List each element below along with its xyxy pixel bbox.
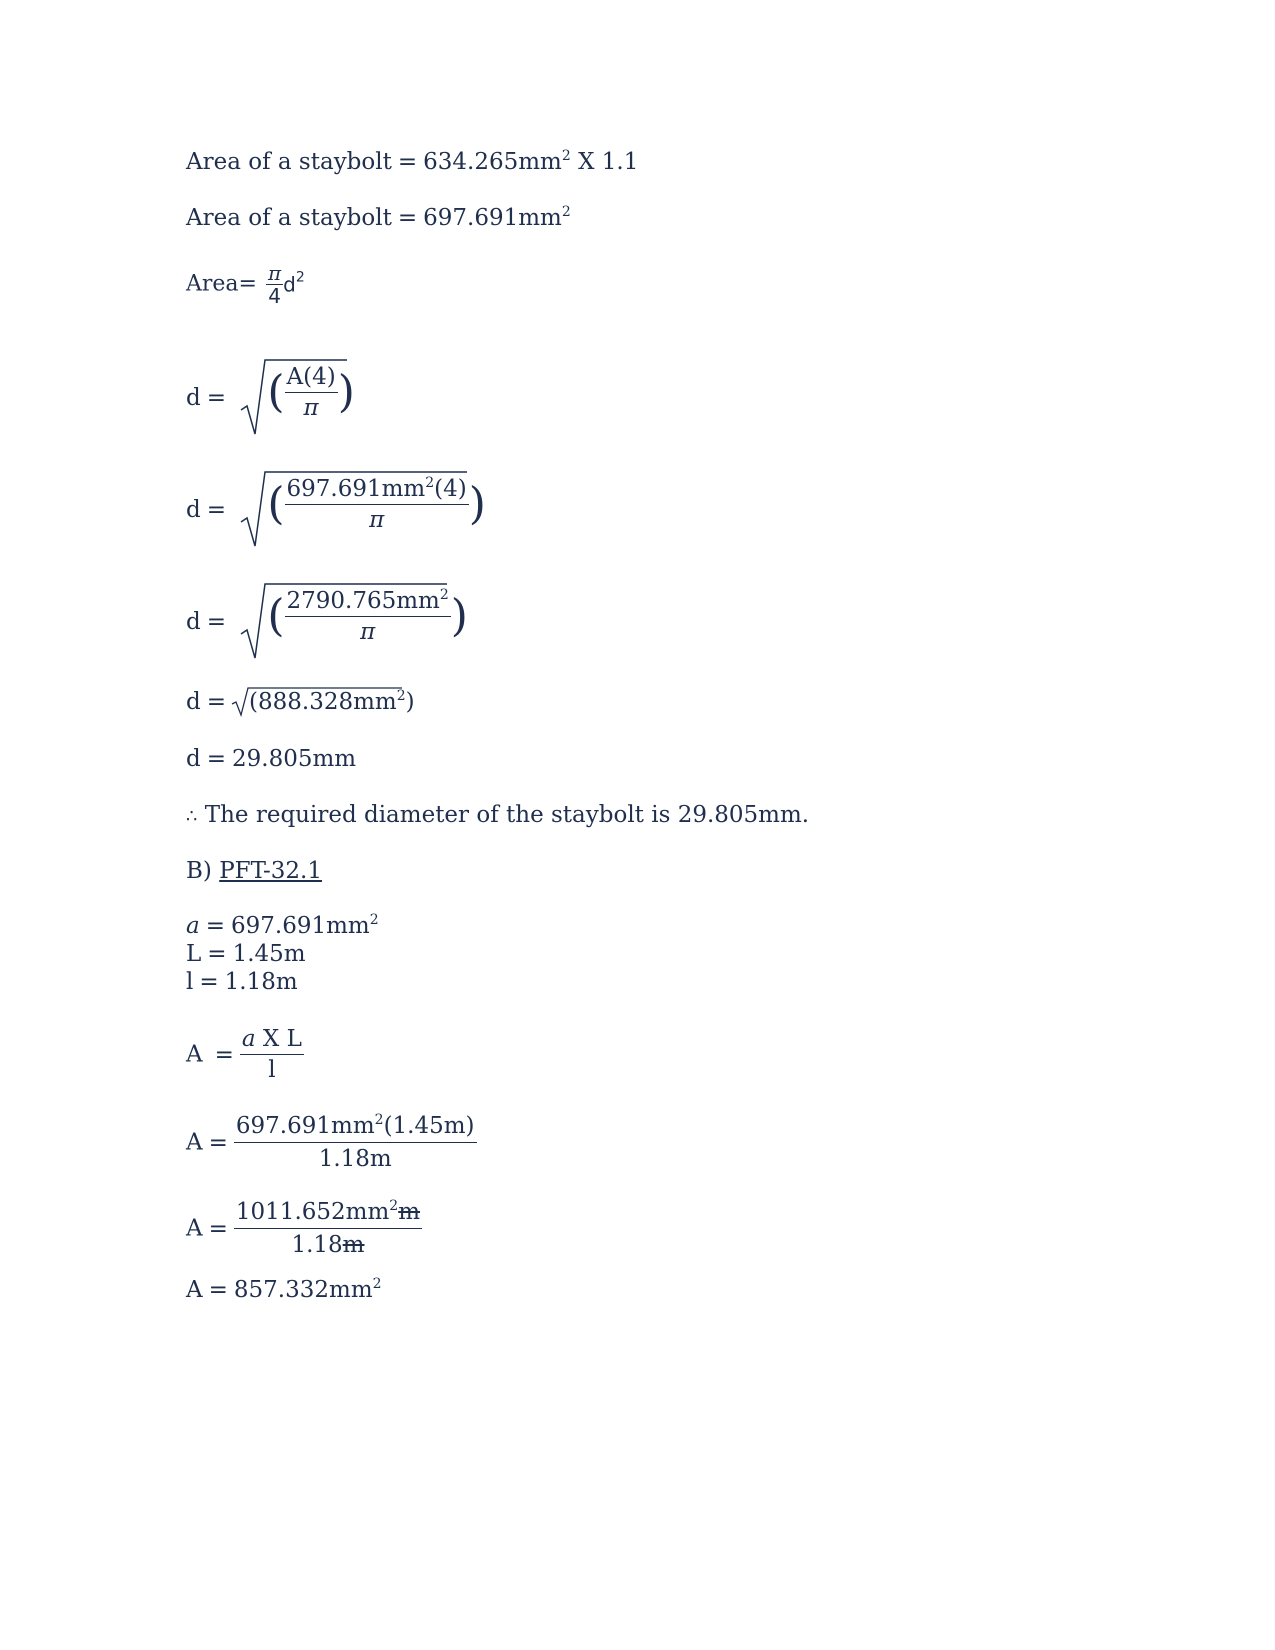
equals-sign: = [206,689,227,715]
cancelled-unit: m [342,1232,365,1258]
lhs-text: Area of a staybolt [186,149,392,175]
rhs-value: 29.805mm [232,746,357,772]
variable-a [186,912,379,940]
staybolt-area-result-line [186,204,571,232]
numerator [285,586,451,616]
numerator-multiplier: (4) [434,476,467,502]
superscript: 2 [295,269,305,286]
fraction [285,586,451,647]
diameter-product-line [186,582,468,662]
equals-sign: = [207,941,227,967]
denominator: π [285,392,338,423]
rhs-value: 634.265mm [423,149,562,175]
superscript: 2 [389,1198,399,1214]
fraction [234,1196,422,1261]
variable-L [186,940,379,968]
superscript: 2 [439,587,449,603]
lhs-text: d [186,385,201,411]
pft-substitution-line [186,1110,477,1175]
lhs-text: d [186,689,201,715]
fraction [234,1110,477,1175]
pft-product-line [186,1196,422,1261]
variable-list [186,912,379,996]
superscript: 2 [372,1276,382,1292]
lhs-text: d [186,746,201,772]
square-root: ( $\frac{2790.765mm^2}{\pi}$ ) [239,582,449,662]
lhs-text: A [186,1041,203,1068]
square-root: ( $\frac{697.691mm^2(4)}{\pi}$ ) [239,470,469,550]
fraction [285,474,469,535]
equals-sign: = [206,385,227,411]
variable-value: 1.18m [224,969,298,995]
diameter-formula-line [186,358,355,438]
conclusion-line [186,801,809,831]
variable-l [186,968,379,996]
equals-sign: = [208,1129,228,1156]
denominator-value: 1.18 [291,1232,343,1258]
numerator-rest: X L [255,1026,302,1052]
equals-sign: = [206,746,227,772]
cancelled-unit: m [398,1199,421,1225]
numerator [234,1196,422,1228]
diameter-quotient-line [186,688,415,716]
numerator [285,474,469,504]
variable-d: d [283,272,296,297]
superscript: 2 [425,475,435,491]
equals-sign: = [208,1277,228,1303]
fraction [240,1024,304,1085]
conclusion-text: The required diameter of the staybolt is 29.805mm. [204,802,810,828]
denominator: l [240,1054,304,1085]
pft-result-line [186,1276,382,1304]
variable-name: a [186,913,200,939]
equals-sign: = [397,205,418,231]
fraction [285,362,338,423]
numerator [234,1110,477,1142]
superscript: 2 [396,688,406,704]
numerator-value: 1011.652mm [235,1199,390,1225]
denominator: 1.18m [234,1142,477,1175]
area-formula-line [186,262,305,307]
numerator-multiplier: (1.45m) [383,1113,475,1139]
rhs-value: 857.332mm [233,1277,373,1303]
equals-sign: = [206,609,227,635]
square-root: ( $\frac{A(4)}{\pi}$ ) [239,358,349,438]
lhs-text: Area= [186,271,257,297]
superscript: 2 [561,148,571,164]
denominator: π [285,504,469,535]
fraction [266,262,283,307]
denominator: π [285,616,451,647]
diameter-substitution-line [186,470,486,550]
staybolt-area-calc-line [186,148,638,176]
section-heading [186,857,322,885]
closing-paren: ) [405,689,415,715]
variable-value: 697.691mm [231,913,370,939]
equals-sign: = [199,969,219,995]
multiplier-text: X 1.1 [570,149,639,175]
numerator-value: 697.691mm [286,476,426,502]
numerator-a: a [241,1026,256,1052]
lhs-text: A [186,1277,203,1303]
diameter-result-line [186,745,356,773]
radicand-value: (888.328mm [249,689,397,715]
lhs-text: A [186,1215,203,1242]
numerator-value: 2790.765mm [286,588,440,614]
denominator [234,1228,422,1261]
equals-sign: = [206,497,227,523]
numerator: A(4) [286,364,336,390]
equals-sign: = [208,1215,228,1242]
numerator [240,1024,304,1054]
lhs-text: A [186,1129,203,1156]
numerator-value: 697.691mm [235,1113,375,1139]
superscript: 2 [561,204,571,220]
variable-value: 1.45m [232,941,306,967]
square-root [232,688,415,716]
lhs-text: d [186,497,201,523]
rhs-value: 697.691mm [423,205,562,231]
pft-formula-line [186,1024,304,1085]
equals-sign: = [214,1041,234,1068]
therefore-symbol: ∴ [186,806,198,827]
superscript: 2 [374,1112,384,1128]
lhs-text: Area of a staybolt [186,205,392,231]
denominator: 4 [266,284,283,307]
variable-name: L [186,941,202,967]
superscript: 2 [369,912,379,928]
equals-sign: = [205,913,225,939]
lhs-text: d [186,609,201,635]
equals-sign: = [397,149,418,175]
section-label: B) [186,858,212,884]
variable-name: l [186,969,194,995]
numerator: π [267,261,282,285]
section-reference-link: PFT-32.1 [219,858,322,884]
